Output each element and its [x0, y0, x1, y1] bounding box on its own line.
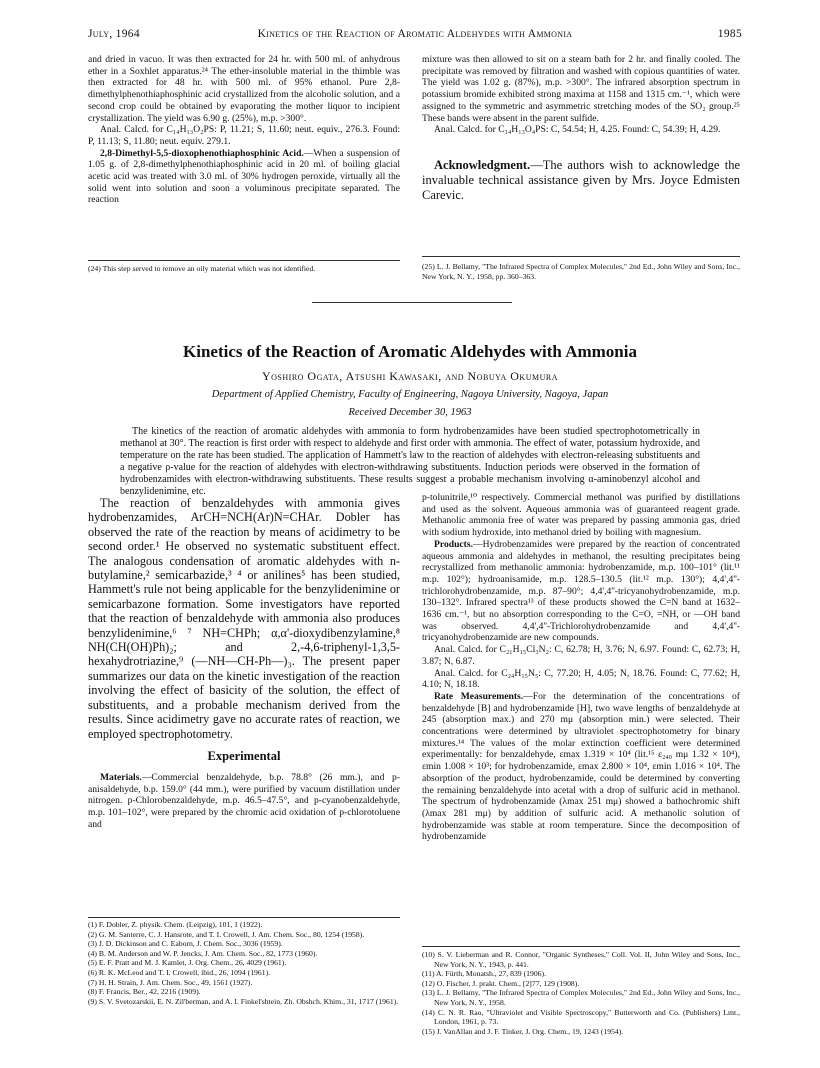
footnotes-left: [88, 920, 400, 1006]
footnote-divider: [422, 256, 740, 257]
footnote: (3) J. D. Dickinson and C. Eaborn, J. Chem. Soc., 3036 (1959).: [88, 939, 283, 949]
footnote: (13) L. J. Bellamy, "The Infrared Spectra of Complex Molecules," 2nd Ed., John Wiley and Sons, Inc., New York, N. Y., 1958.: [422, 988, 740, 1007]
analysis-paragraph: Anal. Calcd. for C₂₁H₁₅Cl₃N₂: C, 62.78; H, 3.76; N, 6.97. Found: C, 62.73; H, 3.87; N, 6.87.: [422, 644, 740, 667]
paragraph-heading: Products.: [434, 538, 473, 550]
paragraph-heading: 2,8-Dimethyl-5,5-dioxophenothiaphosphinic Acid.: [100, 147, 304, 159]
top-right-column: [422, 54, 740, 136]
top-left-column: [88, 54, 400, 206]
analysis-paragraph: Anal. Calcd. for C₁₄H₁₃O₂PS: P, 11.21; S, 11.60; neut. equiv., 276.3. Found: P, 11.13; S, 11.80; neut. equiv. 279.1.: [88, 124, 400, 147]
footnote: (11) A. Fürth, Monatsh., 27, 839 (1906).: [422, 969, 546, 979]
footnote-divider: [88, 260, 400, 261]
footnote: (25) L. J. Bellamy, "The Infrared Spectra of Complex Molecules," 2nd Ed., John Wiley and Sons, Inc., New York, N. Y., 1958, pp. 360–363.: [422, 262, 740, 281]
abstract: The kinetics of the reaction of aromatic aldehydes with ammonia to form hydrobenzamides have been studied spectrophotometrically in methanol at 30°. The reaction is first order with respect to aldehyde and first order with ammonia. The effect of water, potassium hydroxide, and temperature on the rate has been studied. The application of Hammett's law to the reaction of aldehydes with electron-releasing substituents and a negative ρ-value for the reaction of aldehydes with electron-withdrawing substituents. Induction periods were observed in the formation of hydrobenzamides with electron-withdrawing substituents. These results suggest a probable mechanism involving α-aminobenzyl alcohol and benzylidenimine, etc.: [120, 426, 700, 497]
footnote-divider: [88, 917, 400, 918]
acknowledgment-heading: Acknowledgment.: [434, 158, 531, 172]
footnote-divider: [422, 946, 740, 947]
analysis-paragraph: Anal. Calcd. for C₁₄H₁₃O₄PS: C, 54.54; H, 4.25. Found: C, 54.39; H, 4.29.: [434, 124, 721, 136]
paragraph-text: —When a suspension of 1.05 g. of 2,8-dimethylphenothiaphosphinic acid in 20 ml. of boiling glacial acetic acid was treated with 3.0 ml. of 30% hydrogen peroxide, virtually all the solid went into solution and soon a voluminous precipitate separated. The reaction: [88, 147, 400, 206]
header-title: Kinetics of the Reaction of Aromatic Aldehydes with Ammonia: [257, 28, 573, 40]
footnote: (6) R. K. McLeod and T. I. Crowell, ibid., 26, 1094 (1961).: [88, 967, 271, 977]
paragraph: and dried in vacuo. It was then extracted for 24 hr. with 500 ml. of anhydrous ether in a Soxhlet apparatus.²⁴ The ether-insoluble material in the thimble was then extracted for 48 hr. with 500 ml. of 95% ethanol. Pure 2,8-dimethylphenothiaphosphinic acid crystallized from the alcoholic solution, and a second crop could be obtained by evaporating the mother liquor to incipient crystallization. The yield was 6.90 g. (25%), m.p. >300°.: [88, 54, 400, 124]
body-right-column: [422, 492, 740, 843]
received-date: Received December 30, 1963: [348, 407, 472, 418]
paragraph: [88, 148, 400, 207]
header-date: July, 1964: [88, 28, 140, 40]
footnote: (10) S. V. Lieberman and R. Connor, "Organic Syntheses," Coll. Vol. II, John Wiley and Sons, Inc., New York, N. Y., 1943, p. 441.: [422, 950, 740, 969]
article-title: Kinetics of the Reaction of Aromatic Aldehydes with Ammonia: [183, 342, 637, 361]
paragraph: [422, 539, 740, 644]
paragraph-text: —Commercial benzaldehyde, b.p. 78.8° (26 mm.), and p-anisaldehyde, b.p. 159.0° (44 mm.), were purified by vacuum distillation under nitrogen. p-Chlorobenzaldehyde, m.p. 46.5–47.5°, and p-cyanobenzaldehyde, m.p. 101–102°, were prepared by the chromic acid oxidation of p-chlorotoluene and: [88, 771, 400, 830]
footnote: (4) B. M. Anderson and W. P. Jencks, J. Am. Chem. Soc., 82, 1773 (1960).: [88, 948, 318, 958]
paragraph: [422, 691, 740, 843]
footnote: (1) F. Dobler, Z. physik. Chem. (Leipzig), 101, 1 (1922).: [88, 920, 263, 929]
footnote: (24) This step served to remove an oily material which was not identified.: [88, 264, 316, 273]
intro-paragraph: The reaction of benzaldehydes with ammonia gives hydrobenzamides, ArCH=NCH(Ar)N=CHAr. Dobler has observed the rate of the reaction by means of acidimetry to be second order.¹ He observed no systematic substituent effect. The analogous condensation of aromatic aldehydes with n-butylamine,² semicarbazide,³ ⁴ or anilines⁵ has been studied, Hammett's rule not being applicable for the benzylidenimine or semicarbazone formation. Some investigators have reported that the reaction of benzaldehyde with ammonia also produces benzylidenimine,⁶ ⁷ NH=CHPh; α,α'-dioxydibenzylamine,⁸ NH(CH(OH)Ph)₂; and 2,-4,6-triphenyl-1,3,5-hexahydrotriazine,⁹ (—NH—CH-Ph—)₃. The present paper summarizes our data on the kinetic investigation of the reaction involving the effect of basicity of the solution, the effect of substituents, and a probable mechanism derived from the results. Since acidimetry gave no accurate rates of reaction, we employed spectrophotometry.: [88, 496, 400, 741]
footnote: (8) F. Francis, Ber., 42, 2216 (1909).: [88, 987, 201, 997]
analysis-paragraph: Anal. Calcd. for C₂₄H₁₅N₅: C, 77.20; H, 4.05; N, 18.76. Found: C, 77.62; H, 4.10; N, 18.18.: [422, 667, 740, 691]
paragraph-heading: Rate Measurements.: [434, 690, 524, 702]
footnote: (14) C. N. R. Rao, "Ultraviolet and Visible Spectroscopy," Butterworth and Co. (Publishers) Lmt., London, 1961, p. 73.: [422, 1007, 740, 1027]
page-number: 1985: [717, 28, 742, 40]
footnote: (12) O. Fischer, J. prakt. Chem., [2]77, 129 (1908).: [422, 978, 580, 988]
paragraph: mixture was then allowed to sit on a steam bath for 2 hr. and finally cooled. The precipitate was removed by filtration and washed with copious quantities of water. The yield was 1.02 g. (87%), m.p. >300°. The infrared absorption spectrum in potassium bromide exhibited strong maxima at 1158 and 1315 cm.⁻¹, which were assigned to the symmetric and asymmetric stretching modes of the SO₂ group.²⁵ These bands were absent in the parent sulfide.: [422, 54, 740, 124]
paragraph: p-tolunitrile,¹⁰ respectively. Commercial methanol was purified by distillations and used as the solvent. Aqueous ammonia was of guaranteed reagent grade. Methanolic ammonia free of water was prepared by passing ammonia gas, dried with sodium hydroxide, into methanol dried by boiling with magnesium.: [422, 492, 740, 539]
paragraph-text: —For the determination of the concentrations of benzaldehyde [B] and hydrobenzamide [H], two wave lengths of benzaldehyde at 245 (absorption max.) and 270 mμ (absorption min.) were selected. Their concentrations were determined by ultraviolet spectrophotometry for binary mixtures.¹⁴ The values of the molar extinction coefficient were determined experimentally: for benzaldehyde, εmax 1.319 × 10⁴ (lit.¹⁵ ε₂₄₀ mμ 1.32 × 10⁴), εmin 1.008 × 10³; for hydrobenzamide, εmax 2.800 × 10⁴, εmin 1.016 × 10⁴. The absorption of the product, hydrobenzamide, could be determined by converting the remaining benzaldehyde into acetal with a drop of sulfuric acid in methanol. The spectrum of hydrobenzamide (λmax 251 mμ) showed a bathochromic shift (λmax 281 mμ) by addition of sulfuric acid. A methanolic solution of hydrobenzamide was stable at room temperature. Since the decomposition of hydrobenzamide: [422, 690, 740, 843]
footnote: (5) E. F. Pratt and M. J. Kamlet, J. Org. Chem., 26, 4029 (1961).: [88, 958, 287, 968]
affiliation: Department of Applied Chemistry, Faculty of Engineering, Nagoya University, Nagoya, Japan: [211, 389, 609, 400]
section-heading: Experimental: [207, 748, 281, 763]
article-separator: [312, 302, 512, 303]
article-authors: Yoshiro Ogata, Atsushi Kawasaki, and Nobuya Okumura: [261, 369, 558, 383]
acknowledgment-text: —The authors wish to acknowledge the invaluable technical assistance given by Mrs. Joyce Edmisten Carevic.: [422, 158, 740, 202]
footnote: (9) S. V. Svetozarskii, E. N. Zil'berman, and A. I. Finkel'shtein, Zh. Obshch. Khim., 31, 1717 (1961).: [88, 996, 399, 1006]
paragraph: [88, 772, 400, 831]
footnote: (2) G. M. Santerre, C. J. Hansrote, and T. I. Crowell, J. Am. Chem. Soc., 80, 1254 (1958).: [88, 929, 365, 939]
running-header: [88, 28, 742, 44]
footnote: (15) J. VanAllan and J. F. Tinker, J. Org. Chem., 19, 1243 (1954).: [422, 1026, 624, 1036]
acknowledgment: [422, 158, 740, 203]
footnotes-right: [422, 950, 740, 1036]
paragraph-text: —Hydrobenzamides were prepared by the reaction of concentrated aqueous ammonia and aldehydes in methanol, the resulting precipitates being recrystallized from methanolic ammonia: hydrobenzamide, m.p. 100–101° (lit.¹¹ m.p. 102°); hydroanisamide, m.p. 128.5–130.5 (lit.¹² m.p. 130°); 4,4',4''-trichlorohydrobenzamide, m.p. 87–90°; 4,4',4''-tricyanohydrobenzamide, m.p. 130–132°. Infrared spectra¹³ of these products showed the C=N band at 1632–1636 cm.⁻¹, but no absorption corresponding to the C=O, =NH, or —OH band was observed. 4,4',4''-Trichlorohydrobenzamide and 4,4',4''-tricyanohydrobenzamide are new compounds.: [422, 538, 740, 644]
footnote: (7) H. H. Strain, J. Am. Chem. Soc., 49, 1561 (1927).: [88, 977, 253, 987]
paragraph-heading: Materials.: [100, 771, 142, 783]
body-left-column: [88, 496, 400, 830]
